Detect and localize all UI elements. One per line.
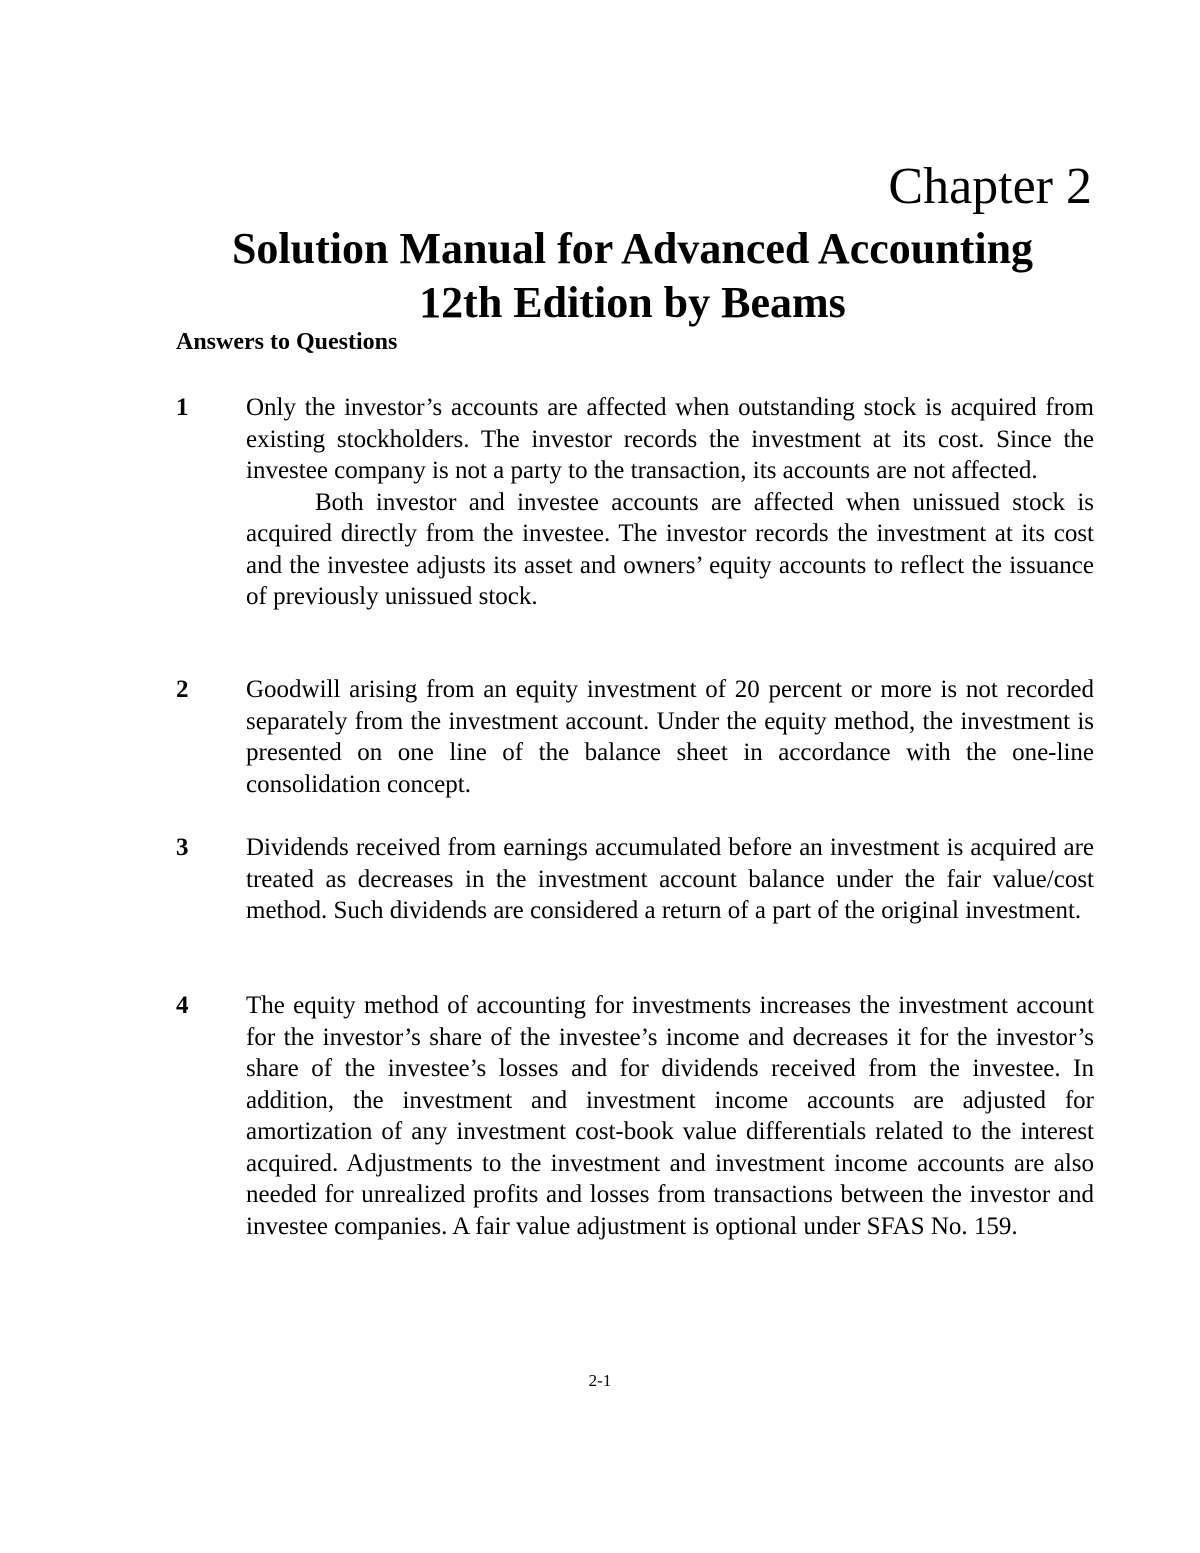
answer-paragraph: Both investor and investee accounts are affected when unissued stock is acquired directly from the investee. The investor records the investment at its cost and the investee adjusts its asset and owners’ equity accounts to reflect the issuance of previously unissued stock.: [246, 488, 1094, 610]
answer-text: [246, 832, 1094, 927]
section-subheading: Answers to Questions: [176, 329, 398, 355]
answer-text: [246, 990, 1094, 1242]
answer-paragraph: Goodwill arising from an equity investment of 20 percent or more is not recorded separately from the investment account. Under the equity method, the investment is presented on one line of the balance sheet in accordance with the one-line consolidation concept.: [246, 676, 1094, 798]
answer-paragraph: Only the investor’s accounts are affected when outstanding stock is acquired from existing stockholders. The investor records the investment at its cost. Since the investee company is not a party to the transaction, its accounts are not affected.: [246, 394, 1094, 484]
answer-text: [246, 674, 1094, 800]
answer-paragraph: The equity method of accounting for investments increases the investment account for the investor’s share of the investee’s income and decreases it for the investor’s share of the investee’s losses and for dividends received from the investee. In addition, the investment and investment income accounts are adjusted for amortization of any investment cost-book value differentials related to the interest acquired. Adjustments to the investment and investment income accounts are also needed for unrealized profits and losses from transactions between the investor and investee companies. A fair value adjustment is optional under SFAS No. 159.: [246, 992, 1094, 1240]
document-title: [110, 222, 1155, 330]
chapter-heading: Chapter 2: [888, 158, 1092, 215]
question-number: 2: [176, 676, 189, 703]
page-number: 2-1: [588, 1371, 612, 1390]
title-line-2: 12th Edition by Beams: [419, 278, 846, 327]
question-number: 1: [176, 394, 189, 421]
answer-paragraph: Dividends received from earnings accumulated before an investment is acquired are treated as decreases in the investment account balance under the fair value/cost method. Such dividends are considered a return of a part of the original investment.: [246, 834, 1094, 924]
answer-text: [246, 392, 1094, 613]
question-number: 4: [176, 992, 189, 1019]
question-number: 3: [176, 834, 189, 861]
title-line-1: Solution Manual for Advanced Accounting: [231, 224, 1034, 273]
